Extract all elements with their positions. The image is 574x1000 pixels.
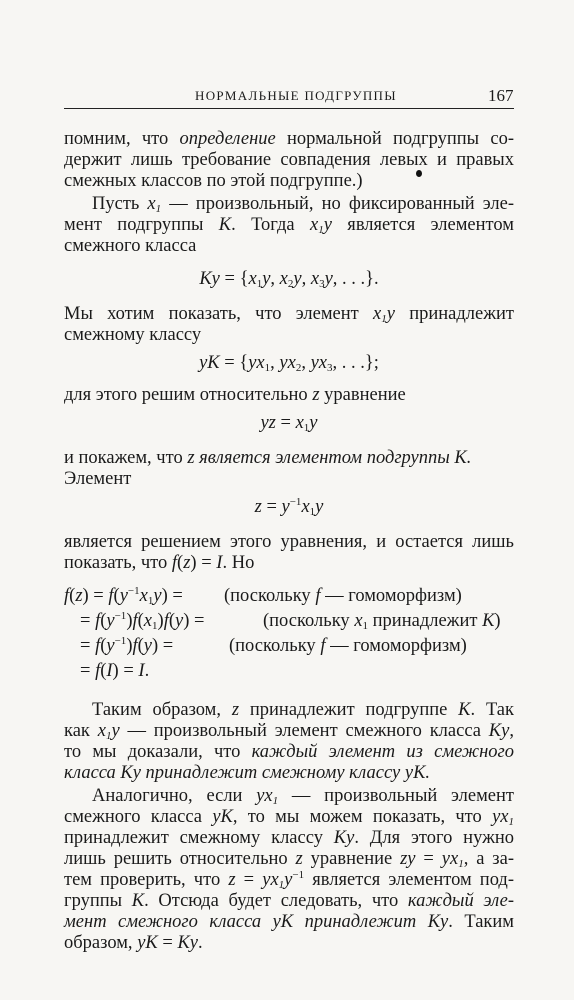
- para1-line3: смежных классов по этой подгруппе.): [64, 171, 363, 191]
- running-header: НОРМАЛЬНЫЕ ПОДГРУППЫ: [195, 88, 397, 103]
- para8-line7: мент смежного класса yK принадлежит Ky. Таким: [64, 912, 515, 932]
- equation-yz: yz = $x_1y$: [260, 413, 318, 434]
- para8-line1: Аналогично, если $yx_1$ — произвольный элемент: [92, 786, 515, 807]
- para3-line2: смежному классу: [64, 325, 202, 345]
- derivation-note-3: (поскольку f — гомоморфизм): [229, 636, 467, 656]
- para3-line1: Мы хотим показать, что элемент $x_1y$ принадлежит: [64, 304, 514, 325]
- para8-line2: смежного класса yK, то мы можем показать, что $yx_1$: [64, 807, 514, 828]
- para7-line4: класса Ky принадлежит смежному классу yK.: [64, 763, 431, 783]
- para7-line3: то мы доказали, что каждый элемент из смежного: [64, 742, 514, 762]
- para6-line2: показать, что f(z) = I. Но: [64, 553, 255, 573]
- para8-line8: образом, yK = Ky.: [64, 933, 203, 953]
- equation-ky: $Ky = \{x_1y$, $x_2y$, $x_3y$, . . .}.: [199, 269, 379, 290]
- para6-line1: является решением этого уравнения, и остается лишь: [64, 532, 514, 552]
- para1-line1: помним, что определение нормальной подгруппы со-: [64, 129, 514, 149]
- para7-line2: как $x_1y$ — произвольный элемент смежного класса Ky,: [64, 721, 514, 742]
- derivation-row-4: = f(I) = I.: [80, 661, 150, 681]
- para5-line2: Элемент: [64, 469, 132, 489]
- para8-line4: лишь решить относительно z уравнение zy = $yx_1$, а за-: [64, 849, 514, 870]
- page-number: 167: [488, 86, 514, 105]
- para8-line6: группы K. Отсюда будет следовать, что каждый эле-: [64, 891, 514, 911]
- equation-yk: yK = {$yx_1$, $yx_2$, $yx_3$, . . .};: [199, 353, 379, 374]
- para2-line3: смежного класса: [64, 236, 197, 256]
- para2-line2: мент подгруппы K. Тогда $x_1y$ является элементом: [64, 215, 514, 236]
- ink-mark: [416, 170, 422, 177]
- equation-z: $z = y^{-1}x_1y$: [254, 496, 324, 518]
- derivation-note-2: (поскольку $x_1$ принадлежит K): [263, 611, 501, 632]
- header-rule: [64, 108, 514, 109]
- para1-line2: держит лишь требование совпадения левых и правых: [64, 150, 514, 170]
- para8-line3: принадлежит смежному классу Ky. Для этого нужно: [64, 828, 515, 848]
- para5-line1: и покажем, что z является элементом подгруппы K.: [64, 448, 472, 468]
- para2-line1: Пусть $x_1$ — произвольный, но фиксированный эле-: [92, 194, 514, 215]
- derivation-row-1: $f(z) = f(y^{-1}x_1y)$ =: [64, 585, 183, 607]
- derivation-note-1: (поскольку f — гомоморфизм): [224, 586, 462, 606]
- para7-line1: Таким образом, z принадлежит подгруппе K. Так: [92, 700, 514, 720]
- para8-line5: тем проверить, что $z = yx_1y^{-1}$ является элементом под-: [64, 869, 514, 891]
- para4-line1: для этого решим относительно z уравнение: [64, 385, 406, 405]
- derivation-row-3: = $f(y^{-1})f(y)$ =: [80, 635, 174, 656]
- derivation-row-2: = $f(y^{-1})f(x_1)f(y)$ =: [80, 610, 205, 632]
